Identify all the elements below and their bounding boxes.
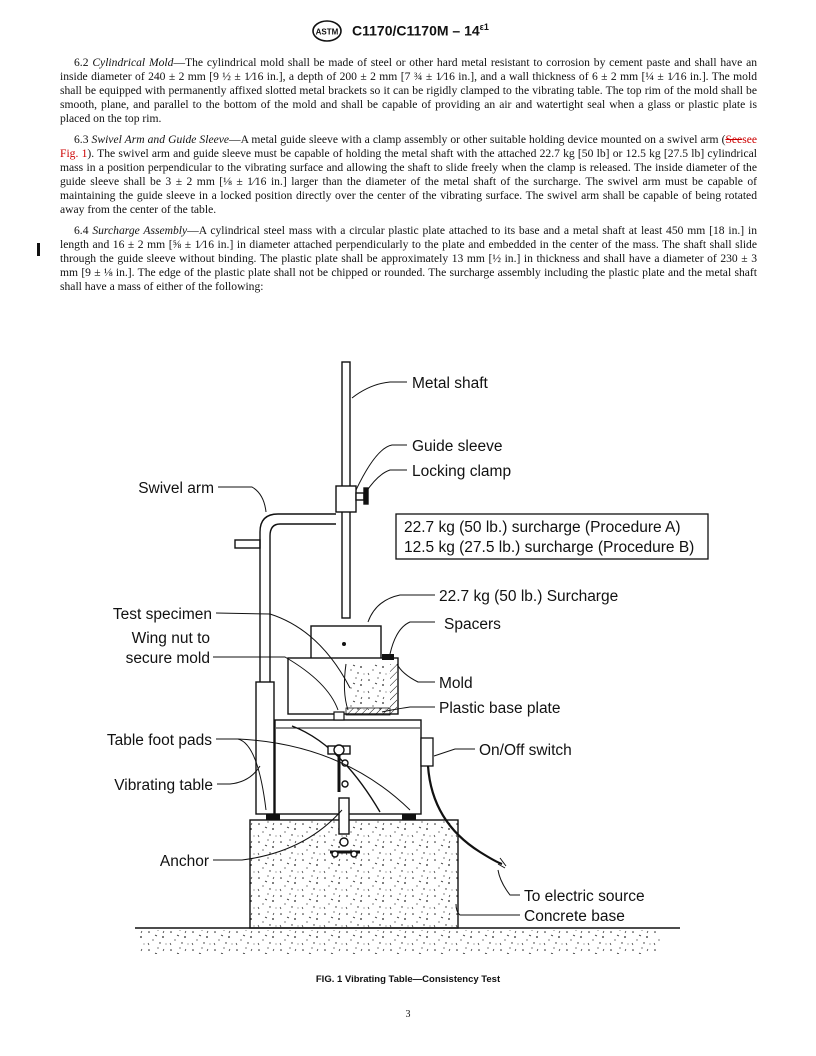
ground [135, 928, 680, 954]
label-test-specimen: Test specimen [112, 606, 212, 623]
label-plastic-base-plate: Plastic base plate [439, 700, 561, 717]
label-spacers: Spacers [444, 616, 501, 633]
struck-text: See [725, 133, 743, 146]
label-swivel-arm: Swivel arm [138, 480, 214, 497]
label-vibrating-table: Vibrating table [114, 777, 213, 794]
label-locking-clamp: Locking clamp [412, 463, 512, 480]
label-metal-shaft: Metal shaft [412, 375, 488, 392]
section-heading: Surcharge Assembly [92, 224, 188, 237]
guide-sleeve [336, 486, 368, 512]
label-anchor: Anchor [159, 853, 209, 870]
designation-text: C1170/C1170M – 14 [352, 22, 480, 39]
figure-link[interactable]: Fig. 1 [60, 147, 88, 160]
figure-caption: FIG. 1 Vibrating Table—Consistency Test [315, 974, 501, 985]
label-table-foot-pads: Table foot pads [106, 732, 212, 749]
body-text [60, 56, 757, 301]
label-on-off-switch: On/Off switch [479, 742, 572, 759]
epsilon-mark: ε1 [479, 22, 489, 32]
logo-text: ASTM [315, 27, 339, 37]
label-mold: Mold [439, 675, 473, 692]
section-text: —A cylindrical steel mass with a circular plastic plate attached to its base and a metal shaft at least 450 mm [18 in.] in length and 16 ± 2 mm [⅝ ± 1⁄16 in.] in diameter attached perpendicularly to the plate and embedded in the center of the mass. The shaft shall slide through the guide sleeve without binding. The plastic plate shall be approximately 13 mm [½ in.] in thickness and shall have a diameter of 230 ± 3 mm [9 ± ⅛ in.]. The edge of the plastic plate shall not be chipped or rounded. The surcharge assembly including the plastic plate and the metal shaft shall have a mass of either of the following: [60, 224, 757, 293]
section-heading: Cylindrical Mold [92, 56, 174, 69]
section-text: ). The swivel arm and guide sleeve must be capable of holding the metal shaft with the attached 22.7 kg [50 lb] or 12.5 kg [27.5 lb] cylindrical mass in a position perpendicular to the vibrating surface and allowing the shaft to slide freely when the clamp is released. The inside diameter of the guide sleeve shall be 3 ± 2 mm [⅛ ± 1⁄16 in.] larger than the diameter of the metal shaft of the surcharge. The swivel arm must be capable of maintaining the guide sleeve in a locked position directly over the center of the vibrating surface. The swivel arm shall be capable of being rotated away from the center of the table. [60, 147, 757, 216]
label-wing-nut-2: secure mold [125, 650, 210, 667]
label-wing-nut-1: Wing nut to [131, 630, 210, 647]
paragraph-6-4 [60, 224, 757, 294]
section-number: 6.3 [74, 133, 89, 146]
label-guide-sleeve: Guide sleeve [412, 438, 503, 455]
page-number: 3 [405, 1009, 411, 1020]
concrete-base [250, 820, 458, 928]
section-text: —A metal guide sleeve with a clamp assembly or other suitable holding device mounted on a swivel arm ( [229, 133, 726, 146]
page-header [0, 18, 816, 44]
label-to-electric-source: To electric source [524, 888, 645, 905]
change-bar [37, 243, 40, 256]
surcharge-legend-box [396, 514, 708, 559]
document-designation [352, 22, 489, 39]
vibrating-table-diagram [80, 352, 740, 972]
legend-line-1: 22.7 kg (50 lb.) surcharge (Procedure A) [404, 519, 681, 536]
astm-logo-icon [311, 20, 343, 42]
section-number: 6.2 [74, 56, 89, 69]
paragraph-6-2 [60, 56, 757, 126]
label-concrete-base: Concrete base [524, 908, 625, 925]
section-heading: Swivel Arm and Guide Sleeve [91, 133, 230, 146]
paragraph-6-3 [60, 133, 757, 217]
mold [288, 654, 398, 720]
legend-line-2: 12.5 kg (27.5 lb.) surcharge (Procedure B) [404, 539, 695, 556]
label-surcharge: 22.7 kg (50 lb.) Surcharge [439, 588, 619, 605]
section-number: 6.4 [74, 224, 89, 237]
figure-1 [80, 352, 740, 972]
inserted-text: see [742, 133, 757, 146]
section-text: —The cylindrical mold shall be made of steel or other hard metal resistant to corrosion by cement paste and shall have an inside diameter of 240 ± 2 mm [9 ½ ± 1⁄16 in.], a depth of 200 ± 2 mm [7 ¾ ± 1⁄16 in.], and a wall thickness of 6 ± 2 mm [¼ ± 1⁄16 in.]. The mold shall be equipped with permanently affixed slotted metal brackets so it can be rigidly clamped to the vibrating table. The top rim of the mold shall be smooth, plane, and parallel to the bottom of the mold and shall be capable of providing an air and watertight seal when a glass or plastic plate is placed on the top rim. [60, 56, 758, 125]
